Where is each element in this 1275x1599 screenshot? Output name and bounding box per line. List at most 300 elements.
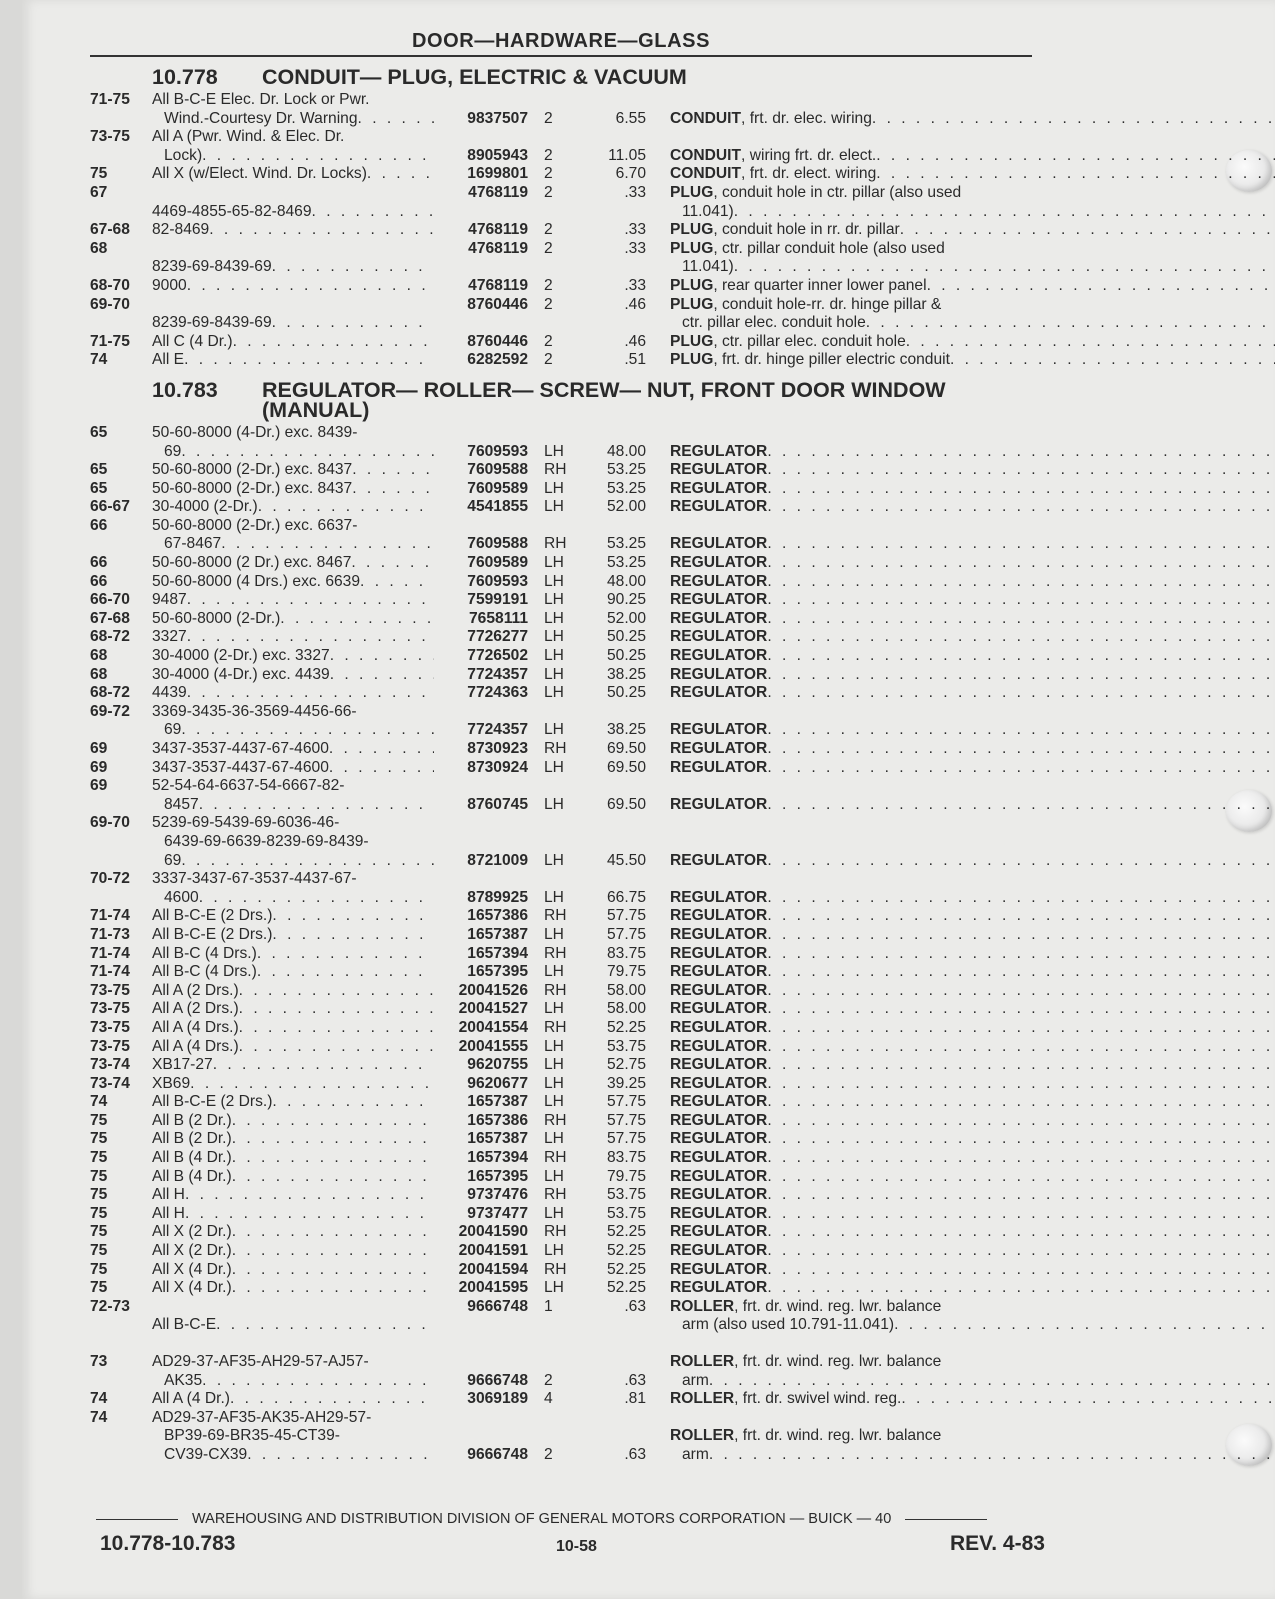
part-name-line	[670, 926, 1275, 945]
description-line	[152, 554, 434, 573]
model-year: 72-73	[90, 1297, 130, 1315]
description-text: 4439	[152, 684, 187, 702]
price: 38.25	[606, 721, 646, 739]
application-description	[152, 221, 434, 240]
quantity: LH	[544, 758, 564, 776]
leader-dots	[239, 982, 434, 1001]
application-description	[152, 628, 434, 647]
footer-rule	[96, 1519, 178, 1520]
application-description	[152, 982, 434, 1001]
leader-dots	[247, 1446, 434, 1465]
leader-dots	[367, 165, 434, 184]
model-year: 65	[90, 423, 108, 441]
quantity: LH	[544, 721, 564, 739]
leader-dots	[876, 165, 1275, 184]
description-line	[152, 1372, 434, 1391]
model-year: 74	[90, 1390, 108, 1408]
leader-dots	[709, 1446, 1275, 1465]
quantity: RH	[544, 1223, 567, 1241]
part-number: 7609593	[467, 442, 528, 460]
part-name-main: REGULATOR	[670, 1111, 768, 1129]
description-line	[152, 1279, 434, 1298]
part-number: 1657387	[467, 1093, 528, 1111]
quantity: LH	[544, 684, 564, 702]
part-number: 8789925	[467, 888, 528, 906]
part-name-main: REGULATOR	[670, 1223, 768, 1241]
part-name	[646, 721, 1275, 740]
model-year: 69-70	[90, 814, 130, 832]
part-name	[646, 147, 1275, 166]
application-description	[152, 684, 434, 703]
leader-dots	[239, 1000, 434, 1019]
part-name-main: REGULATOR	[670, 907, 768, 925]
part-name	[646, 443, 1275, 462]
application-description	[152, 1390, 434, 1409]
part-row	[90, 777, 1050, 814]
price: 57.75	[606, 907, 646, 925]
price: 90.25	[606, 591, 646, 609]
model-year: 74	[90, 1408, 108, 1426]
quantity: LH	[544, 554, 564, 572]
model-year: 71-74	[90, 907, 130, 925]
model-year: 75	[90, 1204, 108, 1222]
part-row	[90, 184, 1050, 221]
part-name-line	[670, 1279, 1275, 1298]
quantity: LH	[544, 609, 564, 627]
part-name-main: REGULATOR	[670, 1130, 768, 1148]
quantity: LH	[544, 1204, 564, 1222]
quantity: LH	[544, 851, 564, 869]
description-line	[152, 666, 434, 685]
leader-dots	[767, 1149, 1275, 1168]
description-line	[152, 1446, 434, 1465]
part-number: 6282592	[467, 351, 528, 369]
leader-dots	[232, 1168, 434, 1187]
description-text: All B-C-E	[152, 1316, 217, 1334]
part-row	[90, 1186, 1050, 1205]
application-description	[152, 165, 434, 184]
part-number: 7609588	[467, 461, 528, 479]
part-name-main: REGULATOR	[670, 498, 768, 516]
part-number: 9620755	[467, 1056, 528, 1074]
part-name-line	[670, 684, 1275, 703]
part-name-main: REGULATOR	[670, 944, 768, 962]
part-name-line	[670, 852, 1275, 871]
quantity: LH	[544, 628, 564, 646]
part-name	[646, 907, 1275, 926]
description-text: 9000	[152, 276, 187, 294]
application-description	[152, 870, 434, 907]
model-year: 69	[90, 740, 108, 757]
part-name-main: PLUG	[670, 276, 714, 294]
leader-dots	[767, 443, 1275, 462]
leader-dots	[185, 1186, 434, 1205]
part-name	[646, 1427, 1275, 1464]
part-name-text: , frt. dr. wind. reg. lwr. balance	[734, 1427, 942, 1445]
part-name-line	[670, 1038, 1275, 1057]
part-name	[646, 647, 1275, 666]
part-name-main: REGULATOR	[670, 1260, 768, 1278]
application-description	[152, 591, 434, 610]
part-row	[90, 1019, 1050, 1038]
part-row	[90, 907, 1050, 926]
description-line	[152, 628, 434, 647]
price: 6.55	[615, 109, 646, 127]
leader-dots	[767, 1038, 1275, 1057]
model-year: 66	[90, 572, 108, 590]
application-description	[152, 128, 434, 165]
application-description	[152, 480, 434, 499]
description-line	[152, 1427, 434, 1446]
part-name-line	[670, 203, 1275, 222]
part-name-main: REGULATOR	[670, 740, 768, 757]
part-row	[90, 963, 1050, 982]
description-text: All X (2 Dr.)	[152, 1242, 232, 1260]
price: 52.25	[606, 1279, 646, 1297]
part-name-main: REGULATOR	[670, 1149, 768, 1167]
model-year: 75	[90, 1279, 108, 1297]
part-name-main: REGULATOR	[670, 1186, 768, 1204]
model-year: 68	[90, 665, 108, 683]
part-row	[90, 666, 1050, 685]
description-text: 30-4000 (2-Dr.) exc. 3327	[152, 647, 330, 665]
leader-dots	[230, 1390, 434, 1409]
description-line	[152, 1186, 434, 1205]
part-name	[646, 110, 1275, 129]
price: 53.25	[606, 554, 646, 572]
description-line	[152, 1223, 434, 1242]
part-name-main: REGULATOR	[670, 684, 768, 702]
leader-dots	[232, 1112, 434, 1131]
part-name-main: REGULATOR	[670, 758, 768, 776]
part-name	[646, 963, 1275, 982]
description-line	[152, 1093, 434, 1112]
quantity: 2	[544, 239, 553, 257]
description-text: 4469-4855-65-82-8469	[152, 202, 312, 220]
part-name-line	[670, 277, 1275, 296]
application-description	[152, 1130, 434, 1149]
part-number: 7609589	[467, 554, 528, 572]
part-name	[646, 1130, 1275, 1149]
model-year: 68-70	[90, 276, 130, 294]
quantity: 4	[544, 1390, 553, 1408]
leader-dots	[900, 221, 1275, 240]
part-row	[90, 1261, 1050, 1280]
part-name-main: PLUG	[670, 183, 714, 201]
quantity: LH	[544, 647, 564, 665]
part-name-main: PLUG	[670, 295, 714, 313]
part-name-line	[670, 1000, 1275, 1019]
application-description	[152, 1168, 434, 1187]
model-year: 69	[90, 777, 108, 795]
leader-dots	[767, 1056, 1275, 1075]
application-description	[152, 1242, 434, 1261]
part-number: 7658111	[469, 609, 528, 627]
leader-dots	[767, 591, 1275, 610]
part-name	[646, 1242, 1275, 1261]
leader-dots	[767, 1130, 1275, 1149]
price: 57.75	[606, 925, 646, 943]
description-text: XB69	[152, 1074, 191, 1092]
part-name-line	[670, 1019, 1275, 1038]
description-text: All X (4 Dr.)	[152, 1260, 232, 1278]
price: 53.25	[606, 461, 646, 479]
part-number: 7726502	[467, 647, 528, 665]
description-line	[152, 1409, 434, 1428]
description-text: 3437-3537-4437-67-4600	[152, 740, 329, 757]
description-text: 69	[164, 442, 182, 460]
part-row	[90, 554, 1050, 573]
description-line	[152, 277, 434, 296]
part-name-main: PLUG	[670, 332, 714, 350]
part-name-main: REGULATOR	[670, 981, 768, 999]
leader-dots	[272, 1093, 434, 1112]
description-text: Lock)	[164, 146, 203, 164]
description-line	[152, 945, 434, 964]
part-name	[646, 1149, 1275, 1168]
model-year: 75	[90, 1167, 108, 1185]
leader-dots	[767, 1186, 1275, 1205]
part-name	[646, 554, 1275, 573]
price: 48.00	[606, 442, 646, 460]
part-name-line	[670, 1242, 1275, 1261]
model-year: 74	[90, 1093, 108, 1111]
leader-dots	[767, 926, 1275, 945]
part-number: 1657394	[467, 944, 528, 962]
part-row	[90, 1242, 1050, 1261]
leader-dots	[358, 110, 434, 129]
part-name-main: REGULATOR	[670, 1167, 768, 1185]
description-line	[152, 1261, 434, 1280]
section-title-line: (MANUAL)	[262, 397, 370, 422]
part-number: 1657387	[467, 925, 528, 943]
footer-section-range: 10.778-10.783	[100, 1532, 236, 1555]
model-year: 66	[90, 554, 108, 572]
quantity: RH	[544, 740, 567, 757]
footer-revision: REV. 4-83	[950, 1532, 1045, 1555]
part-name-line	[670, 610, 1275, 629]
leader-dots	[209, 221, 434, 240]
part-name	[646, 1205, 1275, 1224]
price: 83.75	[606, 944, 646, 962]
description-text: 50-60-8000 (2-Dr.) exc. 8437	[152, 479, 353, 497]
price: .46	[624, 332, 646, 350]
part-row	[90, 128, 1050, 165]
part-name-main: REGULATOR	[670, 888, 768, 906]
description-line	[152, 535, 434, 554]
part-name-line	[670, 945, 1275, 964]
description-line	[152, 573, 434, 592]
description-text: 69	[164, 721, 182, 739]
part-name-text: , wiring frt. dr. elect.	[741, 146, 877, 164]
part-row	[90, 480, 1050, 499]
part-name-line	[670, 240, 1275, 259]
part-name-main: REGULATOR	[670, 609, 768, 627]
part-number: 1657387	[467, 1130, 528, 1148]
price: 79.75	[606, 963, 646, 981]
part-name	[646, 796, 1275, 815]
leader-dots	[257, 945, 434, 964]
part-number: 1657394	[467, 1149, 528, 1167]
description-line	[152, 1168, 434, 1187]
description-text: All B-C (4 Drs.)	[152, 963, 257, 981]
leader-dots	[767, 647, 1275, 666]
model-year: 68	[90, 239, 108, 257]
leader-dots	[767, 498, 1275, 517]
model-year: 75	[90, 1223, 108, 1241]
part-name-text: 11.041)	[682, 202, 734, 220]
quantity: LH	[544, 498, 564, 516]
description-text: All B-C (4 Drs.)	[152, 944, 257, 962]
parts-list	[90, 30, 1050, 1465]
application-description	[152, 647, 434, 666]
footer-page-number: 10-58	[556, 1538, 597, 1555]
application-description	[152, 610, 434, 629]
part-row	[90, 1038, 1050, 1057]
model-year: 69	[90, 758, 108, 776]
part-name	[646, 240, 1275, 277]
part-name-text: , rear quarter inner lower panel	[713, 276, 927, 294]
leader-dots	[351, 554, 434, 573]
part-name	[646, 1112, 1275, 1131]
part-name-line	[670, 165, 1275, 184]
description-text: 8239-69-8439-69	[152, 314, 272, 332]
part-number: 4768119	[468, 239, 528, 257]
application-description	[152, 1316, 434, 1335]
description-text: All X (4 Dr.)	[152, 1279, 232, 1297]
model-year: 73-75	[90, 1018, 130, 1036]
price: 38.25	[606, 665, 646, 683]
application-description	[152, 573, 434, 592]
description-text: 30-4000 (2-Dr.)	[152, 498, 258, 516]
description-line	[152, 1056, 434, 1075]
leader-dots	[181, 852, 434, 871]
quantity: 2	[544, 1445, 553, 1463]
part-name-line	[670, 1261, 1275, 1280]
price: 83.75	[606, 1149, 646, 1167]
application-description	[152, 777, 434, 814]
part-name-text: , frt. dr. elec. wiring	[741, 109, 872, 127]
quantity: LH	[544, 925, 564, 943]
model-year: 66	[90, 516, 108, 534]
part-row	[90, 517, 1050, 554]
part-name-text: , ctr. pillar elec. conduit hole	[713, 332, 906, 350]
part-name-main: REGULATOR	[670, 554, 768, 572]
part-name-text: arm (also used 10.791-11.041)	[682, 1316, 895, 1334]
description-text: AD29-37-AF35-AH29-57-AJ57-	[152, 1353, 369, 1370]
application-description	[152, 424, 434, 461]
part-name	[646, 461, 1275, 480]
part-name-line	[670, 1446, 1275, 1465]
part-name	[646, 1019, 1275, 1038]
description-line	[152, 1038, 434, 1057]
model-year: 67-68	[90, 221, 130, 239]
part-number: 1657386	[467, 907, 528, 925]
application-description	[152, 1019, 434, 1038]
quantity: 2	[544, 221, 553, 239]
application-description	[152, 1205, 434, 1224]
quantity: LH	[544, 963, 564, 981]
part-row	[90, 1168, 1050, 1187]
leader-dots	[181, 443, 434, 462]
quantity: LH	[544, 1167, 564, 1185]
leader-dots	[767, 573, 1275, 592]
part-number: 1657395	[467, 963, 528, 981]
price: .51	[624, 351, 646, 369]
footer-rule	[905, 1519, 987, 1520]
part-name	[646, 666, 1275, 685]
part-name-main: REGULATOR	[670, 1204, 768, 1222]
price: .33	[624, 276, 646, 294]
section-title-line: REGULATOR— ROLLER— SCREW— NUT, FRONT DOOR WINDOW	[262, 377, 946, 402]
part-name	[646, 1075, 1275, 1094]
application-description	[152, 1279, 434, 1298]
price: .63	[624, 1297, 646, 1315]
description-line	[152, 721, 434, 740]
description-line	[152, 147, 434, 166]
quantity: RH	[544, 944, 567, 962]
part-name-main: REGULATOR	[670, 442, 768, 460]
leader-dots	[352, 461, 434, 480]
model-year: 75	[90, 1260, 108, 1278]
part-name-main: REGULATOR	[670, 572, 768, 590]
quantity: LH	[544, 442, 564, 460]
description-text: 3327	[152, 628, 187, 646]
leader-dots	[767, 1019, 1275, 1038]
description-text: All B (4 Dr.)	[152, 1149, 232, 1167]
part-name-line	[670, 628, 1275, 647]
application-description	[152, 759, 434, 778]
part-row	[90, 333, 1050, 352]
part-name	[646, 1298, 1275, 1335]
leader-dots	[187, 277, 434, 296]
leader-dots	[767, 480, 1275, 499]
part-name-line	[670, 1223, 1275, 1242]
price: .33	[624, 221, 646, 239]
price: 66.75	[606, 888, 646, 906]
part-row	[90, 1409, 1050, 1465]
application-description	[152, 333, 434, 352]
description-line	[152, 907, 434, 926]
description-line	[152, 258, 434, 277]
leader-dots	[202, 1372, 434, 1391]
part-name-line	[670, 666, 1275, 685]
part-name-line	[670, 443, 1275, 462]
part-number: 20041594	[458, 1260, 528, 1278]
part-row	[90, 1298, 1050, 1335]
description-line	[152, 963, 434, 982]
leader-dots	[767, 628, 1275, 647]
quantity: LH	[544, 888, 564, 906]
price: .63	[624, 1445, 646, 1463]
leader-dots	[767, 721, 1275, 740]
part-row	[90, 1000, 1050, 1019]
leader-dots	[232, 1279, 434, 1298]
part-name-main: CONDUIT	[670, 146, 742, 164]
part-name	[646, 277, 1275, 296]
price: 53.75	[606, 1186, 646, 1204]
quantity: 2	[544, 109, 553, 127]
price: 52.25	[606, 1223, 646, 1241]
model-year: 75	[90, 165, 108, 183]
leader-dots	[190, 1075, 434, 1094]
leader-dots	[767, 1205, 1275, 1224]
application-description	[152, 703, 434, 740]
description-line	[152, 333, 434, 352]
part-number: 3069189	[467, 1390, 528, 1408]
part-name	[646, 684, 1275, 703]
description-text: 5239-69-5439-69-6036-46-	[152, 814, 340, 832]
